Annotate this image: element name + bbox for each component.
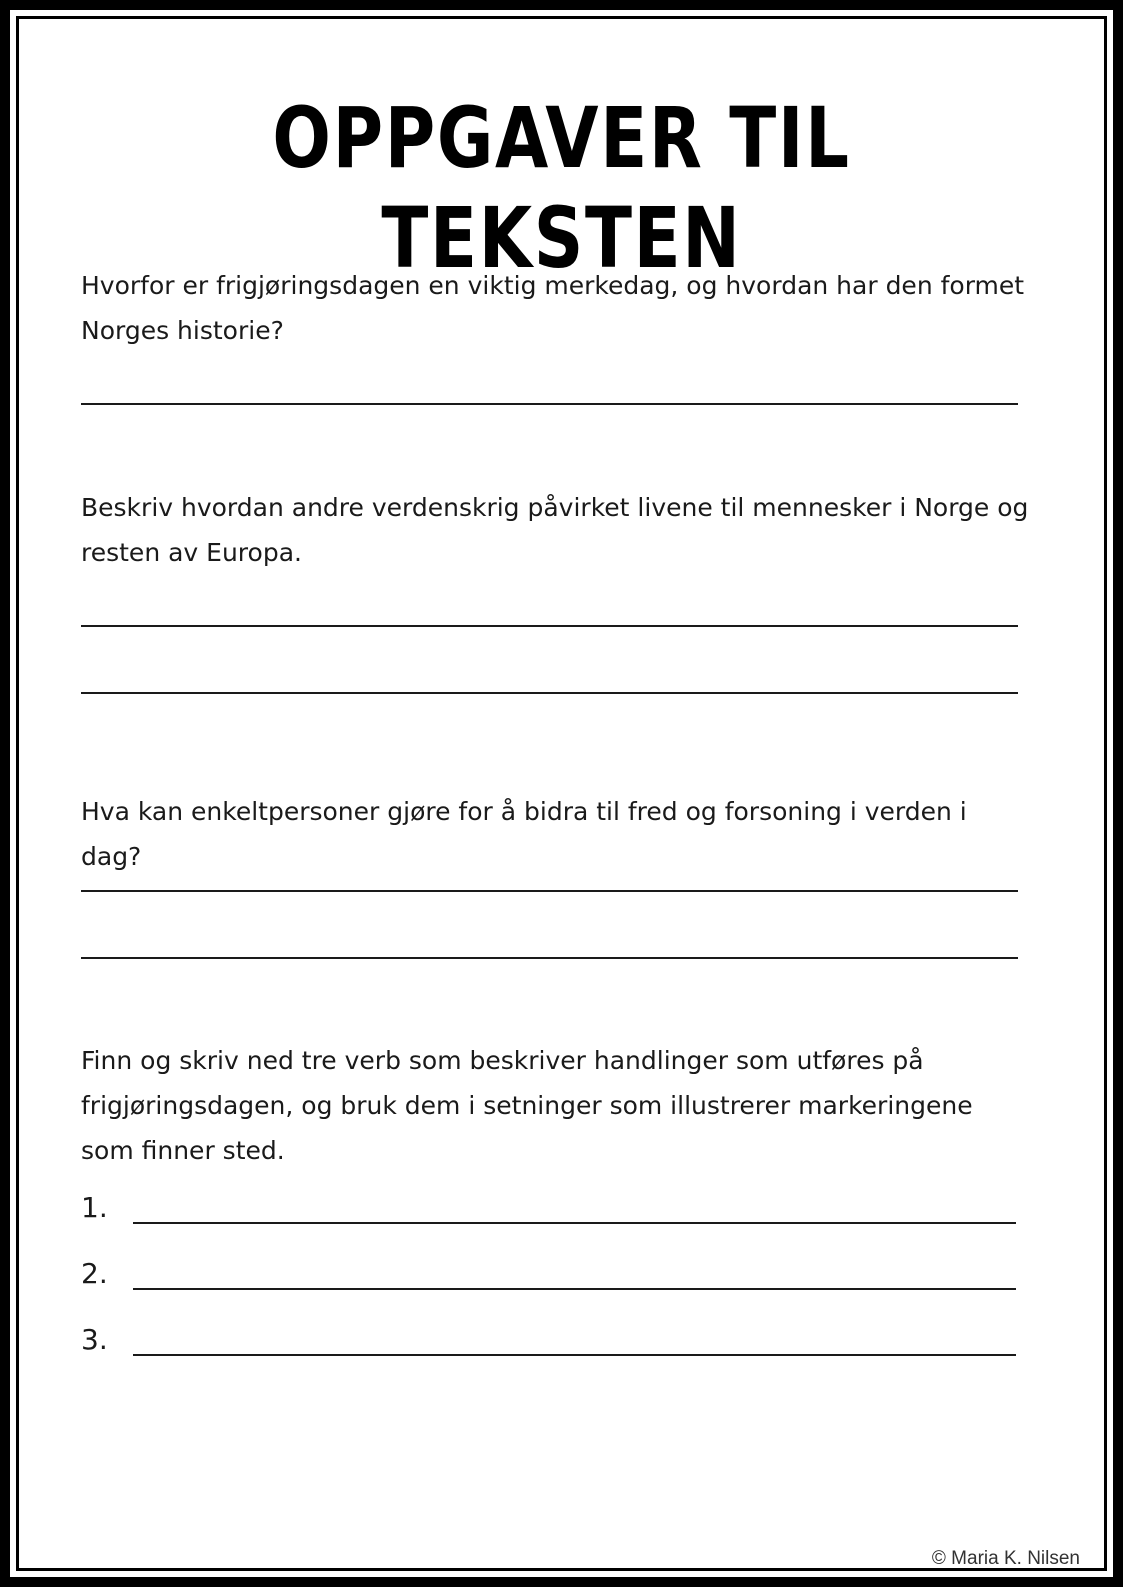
answer-line-3a[interactable]	[81, 890, 1018, 892]
answer-number-3: 3.	[81, 1323, 108, 1356]
answer-line-2a[interactable]	[81, 625, 1018, 627]
answer-number-1: 1.	[81, 1191, 108, 1224]
numbered-answer-line-1[interactable]	[133, 1222, 1016, 1224]
question-3: Hva kan enkeltpersoner gjøre for å bidra til fred og forsoning i verden i dag?	[81, 797, 967, 871]
page-title: OPPGAVER TIL TEKSTEN	[272, 89, 851, 287]
numbered-answer-line-3[interactable]	[133, 1354, 1016, 1356]
question-2: Beskriv hvordan andre verdenskrig påvirket livene til mennesker i Norge og resten av Europa.	[81, 493, 1029, 567]
answer-number-2: 2.	[81, 1257, 108, 1290]
copyright-notice: © Maria K. Nilsen	[931, 1548, 1080, 1569]
answer-line-2b[interactable]	[81, 692, 1018, 694]
answer-line-3b[interactable]	[81, 957, 1018, 959]
answer-line-1a[interactable]	[81, 403, 1018, 405]
numbered-answer-line-2[interactable]	[133, 1288, 1016, 1290]
question-1: Hvorfor er frigjøringsdagen en viktig merkedag, og hvordan har den formet Norges historie?	[81, 271, 1025, 345]
question-4: Finn og skriv ned tre verb som beskriver handlinger som utføres på frigjøringsdagen, og bruk dem i setninger som illustrerer markeringene som finner sted.	[81, 1046, 973, 1165]
